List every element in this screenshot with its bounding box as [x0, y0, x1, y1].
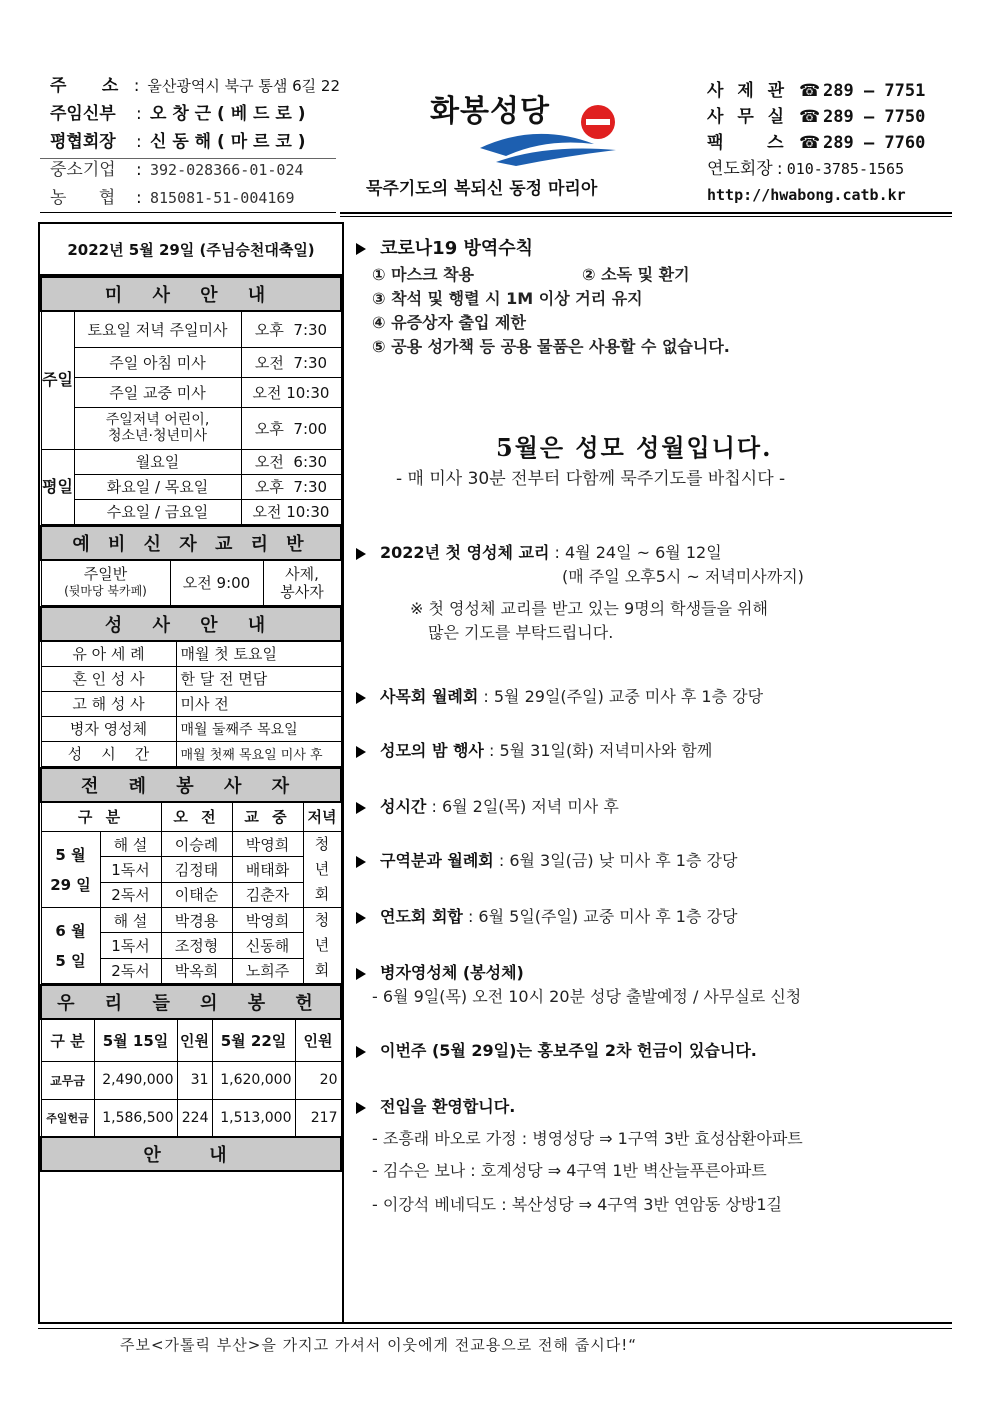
- catechumen-table: [40, 525, 342, 607]
- sacrament-when: 매월 둘째주 목요일: [176, 716, 341, 741]
- sacrament-section-title: 성 사 안 내: [41, 607, 341, 641]
- covid-rule: ① 마스크 착용: [372, 265, 474, 284]
- catechumen-class: 주일반: [83, 564, 128, 583]
- legion-phone: 010-3785-1565: [786, 160, 905, 178]
- offering-table: [40, 984, 342, 1172]
- bank2-account: 815081-51-004169: [150, 189, 295, 207]
- mass-name: 주일저녁 어린이, 청소년·청년미사: [74, 407, 241, 449]
- church-logo-icon: [476, 104, 626, 168]
- notice-title: 구역분과 월례회: [380, 851, 494, 870]
- server-morning: 김정태: [161, 857, 232, 882]
- sunday-label: 주일: [41, 311, 74, 449]
- phone-icon: ☎: [799, 107, 821, 127]
- notice-section-title: 안 내: [41, 1137, 341, 1171]
- sacrament-name: 병자 영성체: [41, 716, 176, 741]
- offering-amount: 1,586,500: [94, 1099, 177, 1137]
- sick-communion-detail: - 6월 9일(목) 오전 10시 20분 성당 출발예정 / 사무실로 신청: [372, 987, 802, 1006]
- bulletin-date: 2022년 5월 29일 (주님승천대축일): [40, 224, 342, 276]
- bullet-icon: [356, 692, 366, 704]
- bullet-icon: [356, 912, 366, 924]
- catechumen-time: 오전 9:00: [170, 560, 263, 606]
- covid-rule: ⑤ 공용 성가책 등 공용 물품은 사용할 수 없습니다.: [372, 337, 730, 356]
- sacrament-when: 매월 첫 토요일: [176, 641, 341, 666]
- notice-title: 연도회 회합: [380, 907, 463, 926]
- mass-time: 오후 7:30: [241, 474, 341, 499]
- offering-type: 주일헌금: [41, 1099, 94, 1137]
- welcome-entry: - 이강석 베네딕도 : 복산성당 ⇒ 4구역 3반 연암동 상방1길: [372, 1195, 783, 1214]
- mass-time: 오전 10:30: [241, 377, 341, 407]
- server-evening: 청 년 회: [303, 832, 341, 908]
- contact-info: 사 제 관 ☎ 289 – 7751 사 무 실 ☎ 289 – 7750 팩 스 ☎ 289 – 7760 연도회장 : 010-3785-1565 http://hwabong.catb.kr: [707, 78, 957, 208]
- sacrament-when: 미사 전: [176, 691, 341, 716]
- offering-count: 217: [295, 1099, 341, 1137]
- weekday-label: 평일: [41, 449, 74, 524]
- bullet-icon: [356, 856, 366, 868]
- covid-rule: ② 소독 및 환기: [582, 265, 690, 284]
- website-link[interactable]: http://hwabong.catb.kr: [707, 186, 906, 204]
- server-main: 배태화: [232, 857, 303, 882]
- fax-phone: 289 – 7760: [823, 133, 926, 153]
- mass-name: 화요일 / 목요일: [74, 474, 241, 499]
- covid-rule: ③ 착석 및 행렬 시 1M 이상 거리 유지: [372, 289, 643, 308]
- servers-col: 저녁: [303, 802, 341, 832]
- church-name: 화봉성당: [430, 94, 550, 129]
- communion-time: (매 주일 오후5시 ~ 저녁미사까지): [562, 567, 804, 586]
- notice-desc: : 4월 24일 ~ 6월 12일: [549, 543, 722, 562]
- servers-section-title: 전 례 봉 사 자: [41, 768, 341, 802]
- bank1-label: 중소기업: [50, 160, 116, 180]
- offering-col: 구 분: [41, 1019, 94, 1061]
- header-info: 주 소 : 울산광역시 북구 통샘 6길 22 주임신부 : 오 창 근 ( 베 드 로 ) 평협회장 : 신 동 해 ( 마 르 코 ) 중소기업 : 392-028366-01-024 농 협 : 815081-51-004169: [50, 72, 340, 212]
- bullet-icon: [356, 746, 366, 758]
- notice-title: 성시간: [380, 797, 427, 816]
- covid-rule: ④ 유증상자 출입 제한: [372, 313, 526, 332]
- servers-table: [40, 767, 342, 985]
- mass-name: 수요일 / 금요일: [74, 499, 241, 524]
- bank1-account: 392-028366-01-024: [150, 161, 304, 179]
- offering-count: 31: [177, 1061, 212, 1099]
- server-role: 1독서: [100, 857, 161, 882]
- address: 울산광역시 북구 통샘 6길 22: [147, 77, 340, 95]
- notice-title: 사목회 월례회: [380, 687, 479, 706]
- president-label: 평협회장: [50, 132, 116, 152]
- offering-amount: 1,620,000: [212, 1061, 295, 1099]
- offering-type: 교무금: [41, 1061, 94, 1099]
- may-subtitle: - 매 미사 30분 전부터 다함께 묵주기도를 바칩시다 -: [396, 469, 786, 489]
- church-subtitle: 묵주기도의 복되신 동정 마리아: [366, 179, 598, 199]
- bank2-label: 농 협: [50, 188, 116, 208]
- notice-title: 성모의 밤 행사: [380, 741, 484, 760]
- notice-desc: : 5월 29일(주일) 교중 미사 후 1층 강당: [478, 687, 764, 706]
- office-label: 사 무 실: [707, 107, 789, 127]
- president-name: 신 동 해 ( 마 르 코 ): [150, 132, 306, 152]
- mass-name: 주일 아침 미사: [74, 347, 241, 377]
- catechumen-place: (뒷마당 북카페): [64, 583, 147, 598]
- notice-desc: : 6월 3일(금) 낮 미사 후 1층 강당: [493, 851, 738, 870]
- phone-icon: ☎: [799, 133, 821, 153]
- server-morning: 박경용: [161, 908, 232, 933]
- servers-col: 교 중: [232, 802, 303, 832]
- server-role: 1독서: [100, 933, 161, 958]
- offering-col: 인원: [295, 1019, 341, 1061]
- mass-name: 월요일: [74, 449, 241, 474]
- mass-section-title: 미 사 안 내: [41, 277, 341, 311]
- fax-label: 팩 스: [707, 133, 788, 153]
- notice-desc: : 6월 5일(주일) 교중 미사 후 1층 강당: [462, 907, 738, 926]
- priest-name: 오 창 근 ( 베 드 로 ): [150, 104, 306, 124]
- catechumen-section-title: 예 비 신 자 교 리 반: [41, 526, 341, 560]
- rectory-label: 사 제 관: [707, 81, 789, 101]
- bullet-icon: [356, 1046, 366, 1058]
- offering-col: 5월 22일: [212, 1019, 295, 1061]
- offering-col: 인원: [177, 1019, 212, 1061]
- notice-title: 전입을 환영합니다.: [380, 1097, 516, 1116]
- address-label: 주 소: [50, 76, 119, 96]
- notice-desc: : 5월 31일(화) 저녁미사와 함께: [483, 741, 713, 760]
- offering-amount: 2,490,000: [94, 1061, 177, 1099]
- server-role: 2독서: [100, 958, 161, 983]
- office-phone: 289 – 7750: [823, 107, 926, 127]
- offering-amount: 1,513,000: [212, 1099, 295, 1137]
- servers-col: 오 전: [161, 802, 232, 832]
- servers-col: 구 분: [41, 802, 161, 832]
- sacrament-name: 고 해 성 사: [41, 691, 176, 716]
- offering-col: 5월 15일: [94, 1019, 177, 1061]
- may-title: 5월은 성모 성월입니다.: [496, 433, 773, 462]
- offering-count: 224: [177, 1099, 212, 1137]
- bullet-icon: [356, 548, 366, 560]
- mass-schedule-table: [40, 276, 342, 525]
- server-morning: 박옥희: [161, 958, 232, 983]
- server-main: 노희주: [232, 958, 303, 983]
- offering-section-title: 우 리 들 의 봉 헌: [41, 985, 341, 1019]
- rectory-phone: 289 – 7751: [823, 81, 926, 101]
- bullet-icon: [356, 802, 366, 814]
- notice-desc: : 6월 2일(목) 저녁 미사 후: [426, 797, 619, 816]
- server-role: 해 설: [100, 908, 161, 933]
- offering-count: 20: [295, 1061, 341, 1099]
- server-morning: 이태순: [161, 882, 232, 907]
- mass-name: 주일 교중 미사: [74, 377, 241, 407]
- server-main: 박영희: [232, 908, 303, 933]
- covid-title: 코로나19 방역수칙: [380, 238, 534, 259]
- legion-label: 연도회장: [707, 159, 773, 179]
- welcome-entry: - 김수은 보나 : 호계성당 ⇒ 4구역 1반 벽산늘푸른아파트: [372, 1161, 767, 1180]
- server-morning: 조정형: [161, 933, 232, 958]
- mass-time: 오후 7:30: [241, 311, 341, 347]
- notice-title: 병자영성체 (봉성체): [380, 963, 524, 982]
- sacrament-name: 유 아 세 례: [41, 641, 176, 666]
- mass-time: 오후 7:00: [241, 407, 341, 449]
- bullet-icon: [356, 243, 366, 255]
- mass-time: 오전 7:30: [241, 347, 341, 377]
- sacrament-name: 혼 인 성 사: [41, 666, 176, 691]
- catechumen-teacher: 사제, 봉사자: [263, 560, 341, 606]
- sacrament-when: 매월 첫째 목요일 미사 후: [176, 741, 341, 766]
- sacrament-table: [40, 606, 342, 767]
- server-role: 2독서: [100, 882, 161, 907]
- notice-title: 이번주 (5월 29일)는 홍보주일 2차 헌금이 있습니다.: [380, 1041, 757, 1060]
- communion-note: 많은 기도를 부탁드립니다.: [428, 623, 614, 642]
- welcome-entry: - 조흥래 바오로 가정 : 병영성당 ⇒ 1구역 3반 효성삼환아파트: [372, 1129, 803, 1148]
- server-date: 5 월 29 일: [41, 832, 100, 908]
- server-date: 6 월 5 일: [41, 908, 100, 984]
- server-evening: 청 년 회: [303, 908, 341, 984]
- mass-time: 오전 10:30: [241, 499, 341, 524]
- server-morning: 이승례: [161, 832, 232, 857]
- communion-note: ※ 첫 영성체 교리를 받고 있는 9명의 학생들을 위해: [410, 599, 768, 618]
- server-main: 김춘자: [232, 882, 303, 907]
- sacrament-when: 한 달 전 면담: [176, 666, 341, 691]
- footer-note: 주보<가톨릭 부산>을 가지고 가셔서 이웃에게 전교용으로 전해 줍시다!“: [120, 1336, 638, 1354]
- server-role: 해 설: [100, 832, 161, 857]
- priest-label: 주임신부: [50, 104, 116, 124]
- mass-name: 토요일 저녁 주일미사: [74, 311, 241, 347]
- notice-title: 2022년 첫 영성체 교리: [380, 543, 550, 562]
- mass-time: 오전 6:30: [241, 449, 341, 474]
- phone-icon: ☎: [799, 81, 821, 101]
- bullet-icon: [356, 1102, 366, 1114]
- bullet-icon: [356, 968, 366, 980]
- server-main: 박영희: [232, 832, 303, 857]
- sacrament-name: 성 시 간: [41, 741, 176, 766]
- server-main: 신동해: [232, 933, 303, 958]
